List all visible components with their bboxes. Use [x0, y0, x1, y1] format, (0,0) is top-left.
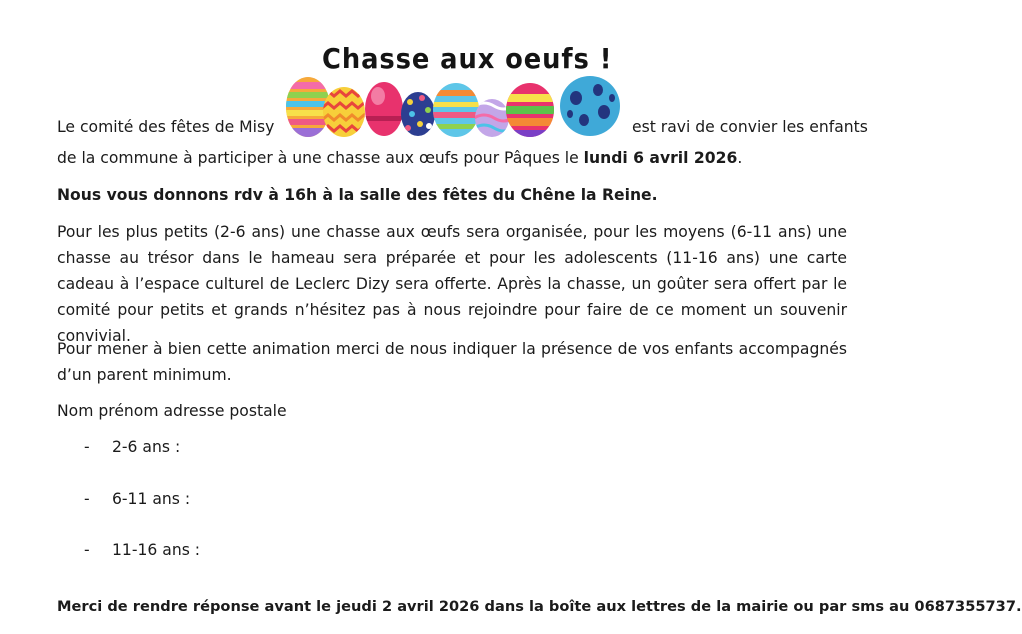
intro-line-2-text: de la commune à participer à une chasse aux œufs pour Pâques le	[57, 149, 584, 167]
age-group-label: 2-6 ans :	[112, 438, 181, 456]
age-group-item	[84, 438, 180, 456]
intro-lead-text: Le comité des fêtes de Misy	[57, 118, 275, 136]
list-dash: -	[84, 438, 90, 456]
rdv-paragraph: Nous vous donnons rdv à 16h à la salle des fêtes du Chêne la Reine.	[57, 186, 658, 204]
age-group-item	[84, 541, 200, 559]
dotted-egg-icon	[398, 90, 438, 138]
page-title: Chasse aux oeufs !	[322, 42, 613, 75]
details-paragraph: Pour les plus petits (2-6 ans) une chasse aux œufs sera organisée, pour les moyens (6-11 ans) une chasse au trésor dans le hameau sera préparée et pour les adolescents (11-16 ans) une carte cadeau à l’espace culturel de Leclerc Dizy sera offerte. Après la chasse, un goûter sera offert par le comité pour petits et grands n’hésitez pas à nous rejoindre pour faire de ce moment un souvenir convivial.	[57, 223, 847, 345]
blue-dotted-egg-icon	[560, 76, 620, 136]
pink-egg-icon	[362, 80, 406, 138]
easter-eggs-illustration	[284, 76, 624, 138]
list-dash: -	[84, 490, 90, 508]
age-group-label: 11-16 ans :	[112, 541, 201, 559]
age-group-item	[84, 490, 190, 508]
form-label: Nom prénom adresse postale	[57, 402, 287, 420]
request-paragraph: Pour mener à bien cette animation merci de nous indiquer la présence de vos enfants accompagnés d’un parent minimum.	[57, 340, 847, 384]
list-dash: -	[84, 541, 90, 559]
intro-line-2	[57, 145, 847, 171]
footer-note: Merci de rendre réponse avant le jeudi 2 avril 2026 dans la boîte aux lettres de la mairie ou par sms au 0687355737.	[57, 598, 1022, 615]
event-date: lundi 6 avril 2026	[583, 149, 738, 167]
intro-tail-text: est ravi de convier les enfants	[632, 118, 868, 136]
age-group-label: 6-11 ans :	[112, 490, 191, 508]
intro-line-2-end: .	[737, 149, 743, 167]
multicolor-egg-icon	[504, 82, 558, 138]
banded-egg-icon	[430, 82, 482, 138]
